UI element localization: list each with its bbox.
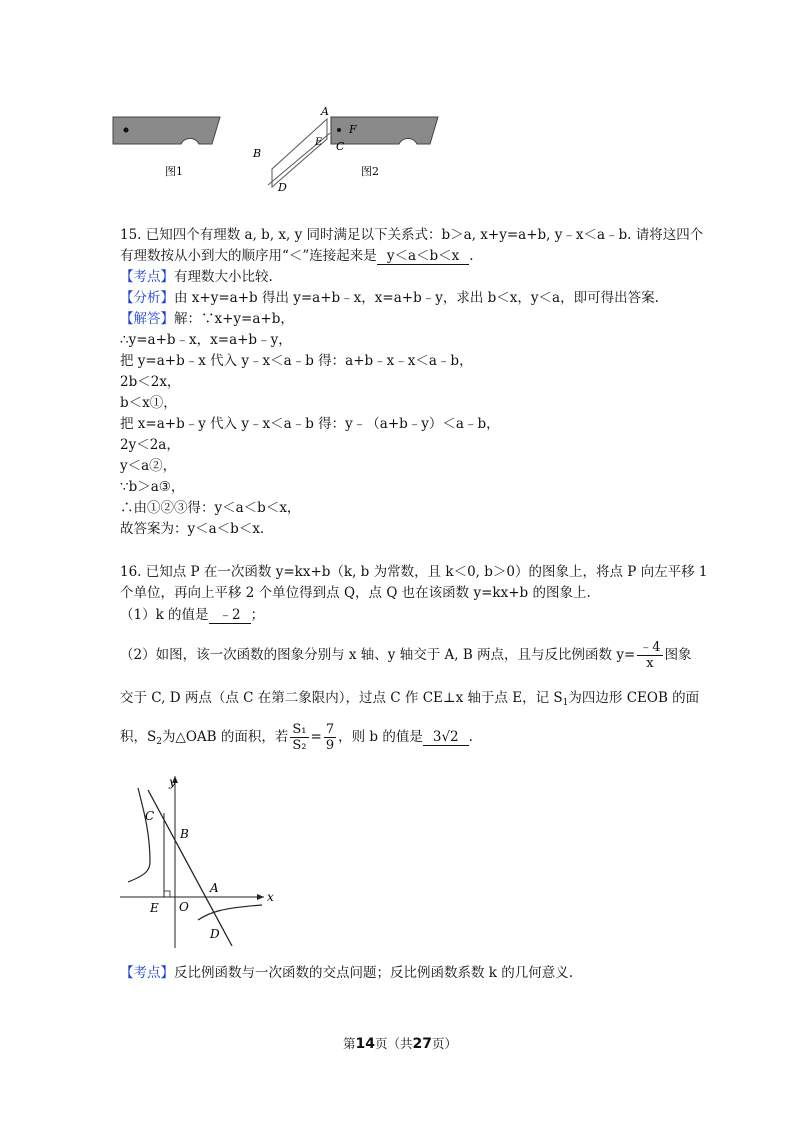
page-number: 14 (355, 1036, 375, 1052)
inverse-function-fraction: $\frac{﹣4}{x}$ (639, 640, 661, 671)
q15-fenxi: 【分析】由 x+y=a+b 得出 y=a+b﹣x，x=a+b﹣y，求出 b＜x，y＜a，即可得出答案. (120, 290, 659, 306)
q15-stem-line1: 15. 已知四个有理数 a, b, x, y 同时满足以下关系式：b＞a, x+y=a+b, y﹣x＜a﹣b. 请将这四个 (120, 227, 704, 243)
q16-part2-line1: （2）如图，该一次函数的图象分别与 x 轴、y 轴交于 A, B 两点，且与反比例函数 y= $\frac{﹣4}{x}$ 图象 (120, 640, 692, 671)
svg-text:O: O (179, 900, 189, 914)
svg-text:x: x (267, 890, 274, 904)
q16-stem-line2: 个单位，再向上平移 2 个单位得到点 Q，点 Q 也在该函数 y=kx+b 的图象上. (120, 585, 591, 601)
svg-text:E: E (150, 901, 159, 915)
function-graph (0, 770, 800, 960)
q16-part1: （1）k 的值是 ﹣2 ； (120, 607, 265, 623)
q16-part2-line2: 交于 C, D 两点（点 C 在第二象限内），过点 C 作 CE⊥x 轴于点 E，记 $S_1$为四边形 CEOB 的面 (120, 690, 700, 708)
svg-text:图1: 图1 (165, 165, 183, 178)
q16-b-answer: 3√2 (423, 729, 469, 746)
svg-text:A: A (321, 105, 329, 118)
svg-text:B: B (180, 827, 189, 841)
q15-stem-line2: 有理数按从小到大的顺序用“＜”连接起来是 y＜a＜b＜x . (120, 248, 474, 264)
q15-step: 把 x=a+b﹣y 代入 y﹣x＜a﹣b 得：y﹣（a+b﹣y）＜a﹣b， (120, 416, 500, 432)
q15-step: ∴y=a+b﹣x，x=a+b﹣y， (120, 332, 292, 348)
q16-part2-line3: 积，$S_2$为△OAB 的面积，若 $\frac{\text{S₁}}{\text{S₂}}$ = $\frac{7}{9}$ ，则 b 的值是 3√2 . (120, 722, 473, 753)
q15-answer: y＜a＜b＜x (377, 248, 469, 265)
ratio-value-fraction: $\frac{7}{9}$ (325, 722, 335, 753)
q15-kaodian: 【考点】有理数大小比较. (120, 269, 273, 285)
svg-text:图2: 图2 (361, 165, 379, 178)
q15-step: 把 y=a+b﹣x 代入 y﹣x＜a﹣b 得：a+b﹣x﹣x＜a﹣b， (120, 353, 473, 369)
q16-stem-line1: 16. 已知点 P 在一次函数 y=kx+b（k, b 为常数，且 k＜0, b＞0）的图象上，将点 P 向左平移 1 (120, 564, 708, 580)
svg-text:B: B (253, 147, 262, 160)
q15-jieda: 【解答】解：∵x+y=a+b， (120, 311, 294, 327)
q16-kaodian: 【考点】反比例函数与一次函数的交点问题；反比例函数系数 k 的几何意义. (120, 965, 574, 981)
area-ratio-fraction: $\frac{\text{S₁}}{\text{S₂}}$ (292, 722, 307, 753)
svg-text:D: D (210, 927, 220, 941)
q15-step: 2b＜2x， (120, 374, 181, 390)
q15-step: b＜x①， (120, 395, 177, 411)
q15-step: ∴由①②③得：y＜a＜b＜x， (120, 500, 301, 516)
svg-text:F: F (349, 123, 357, 136)
q16-k-answer: ﹣2 (209, 607, 251, 624)
svg-text:E: E (315, 137, 323, 148)
total-pages: 27 (412, 1036, 432, 1052)
svg-text:D: D (278, 181, 287, 194)
q15-step: 故答案为：y＜a＜b＜x. (120, 521, 265, 537)
page-footer: 第14页（共27页） (342, 1036, 457, 1052)
q15-step: ∵b＞a③， (120, 479, 185, 495)
svg-text:A: A (210, 881, 219, 895)
svg-text:C: C (145, 809, 155, 823)
svg-text:C: C (336, 140, 345, 153)
svg-text:y: y (169, 775, 176, 789)
q15-step: y＜a②， (120, 458, 177, 474)
q15-step: 2y＜2a， (120, 437, 180, 453)
